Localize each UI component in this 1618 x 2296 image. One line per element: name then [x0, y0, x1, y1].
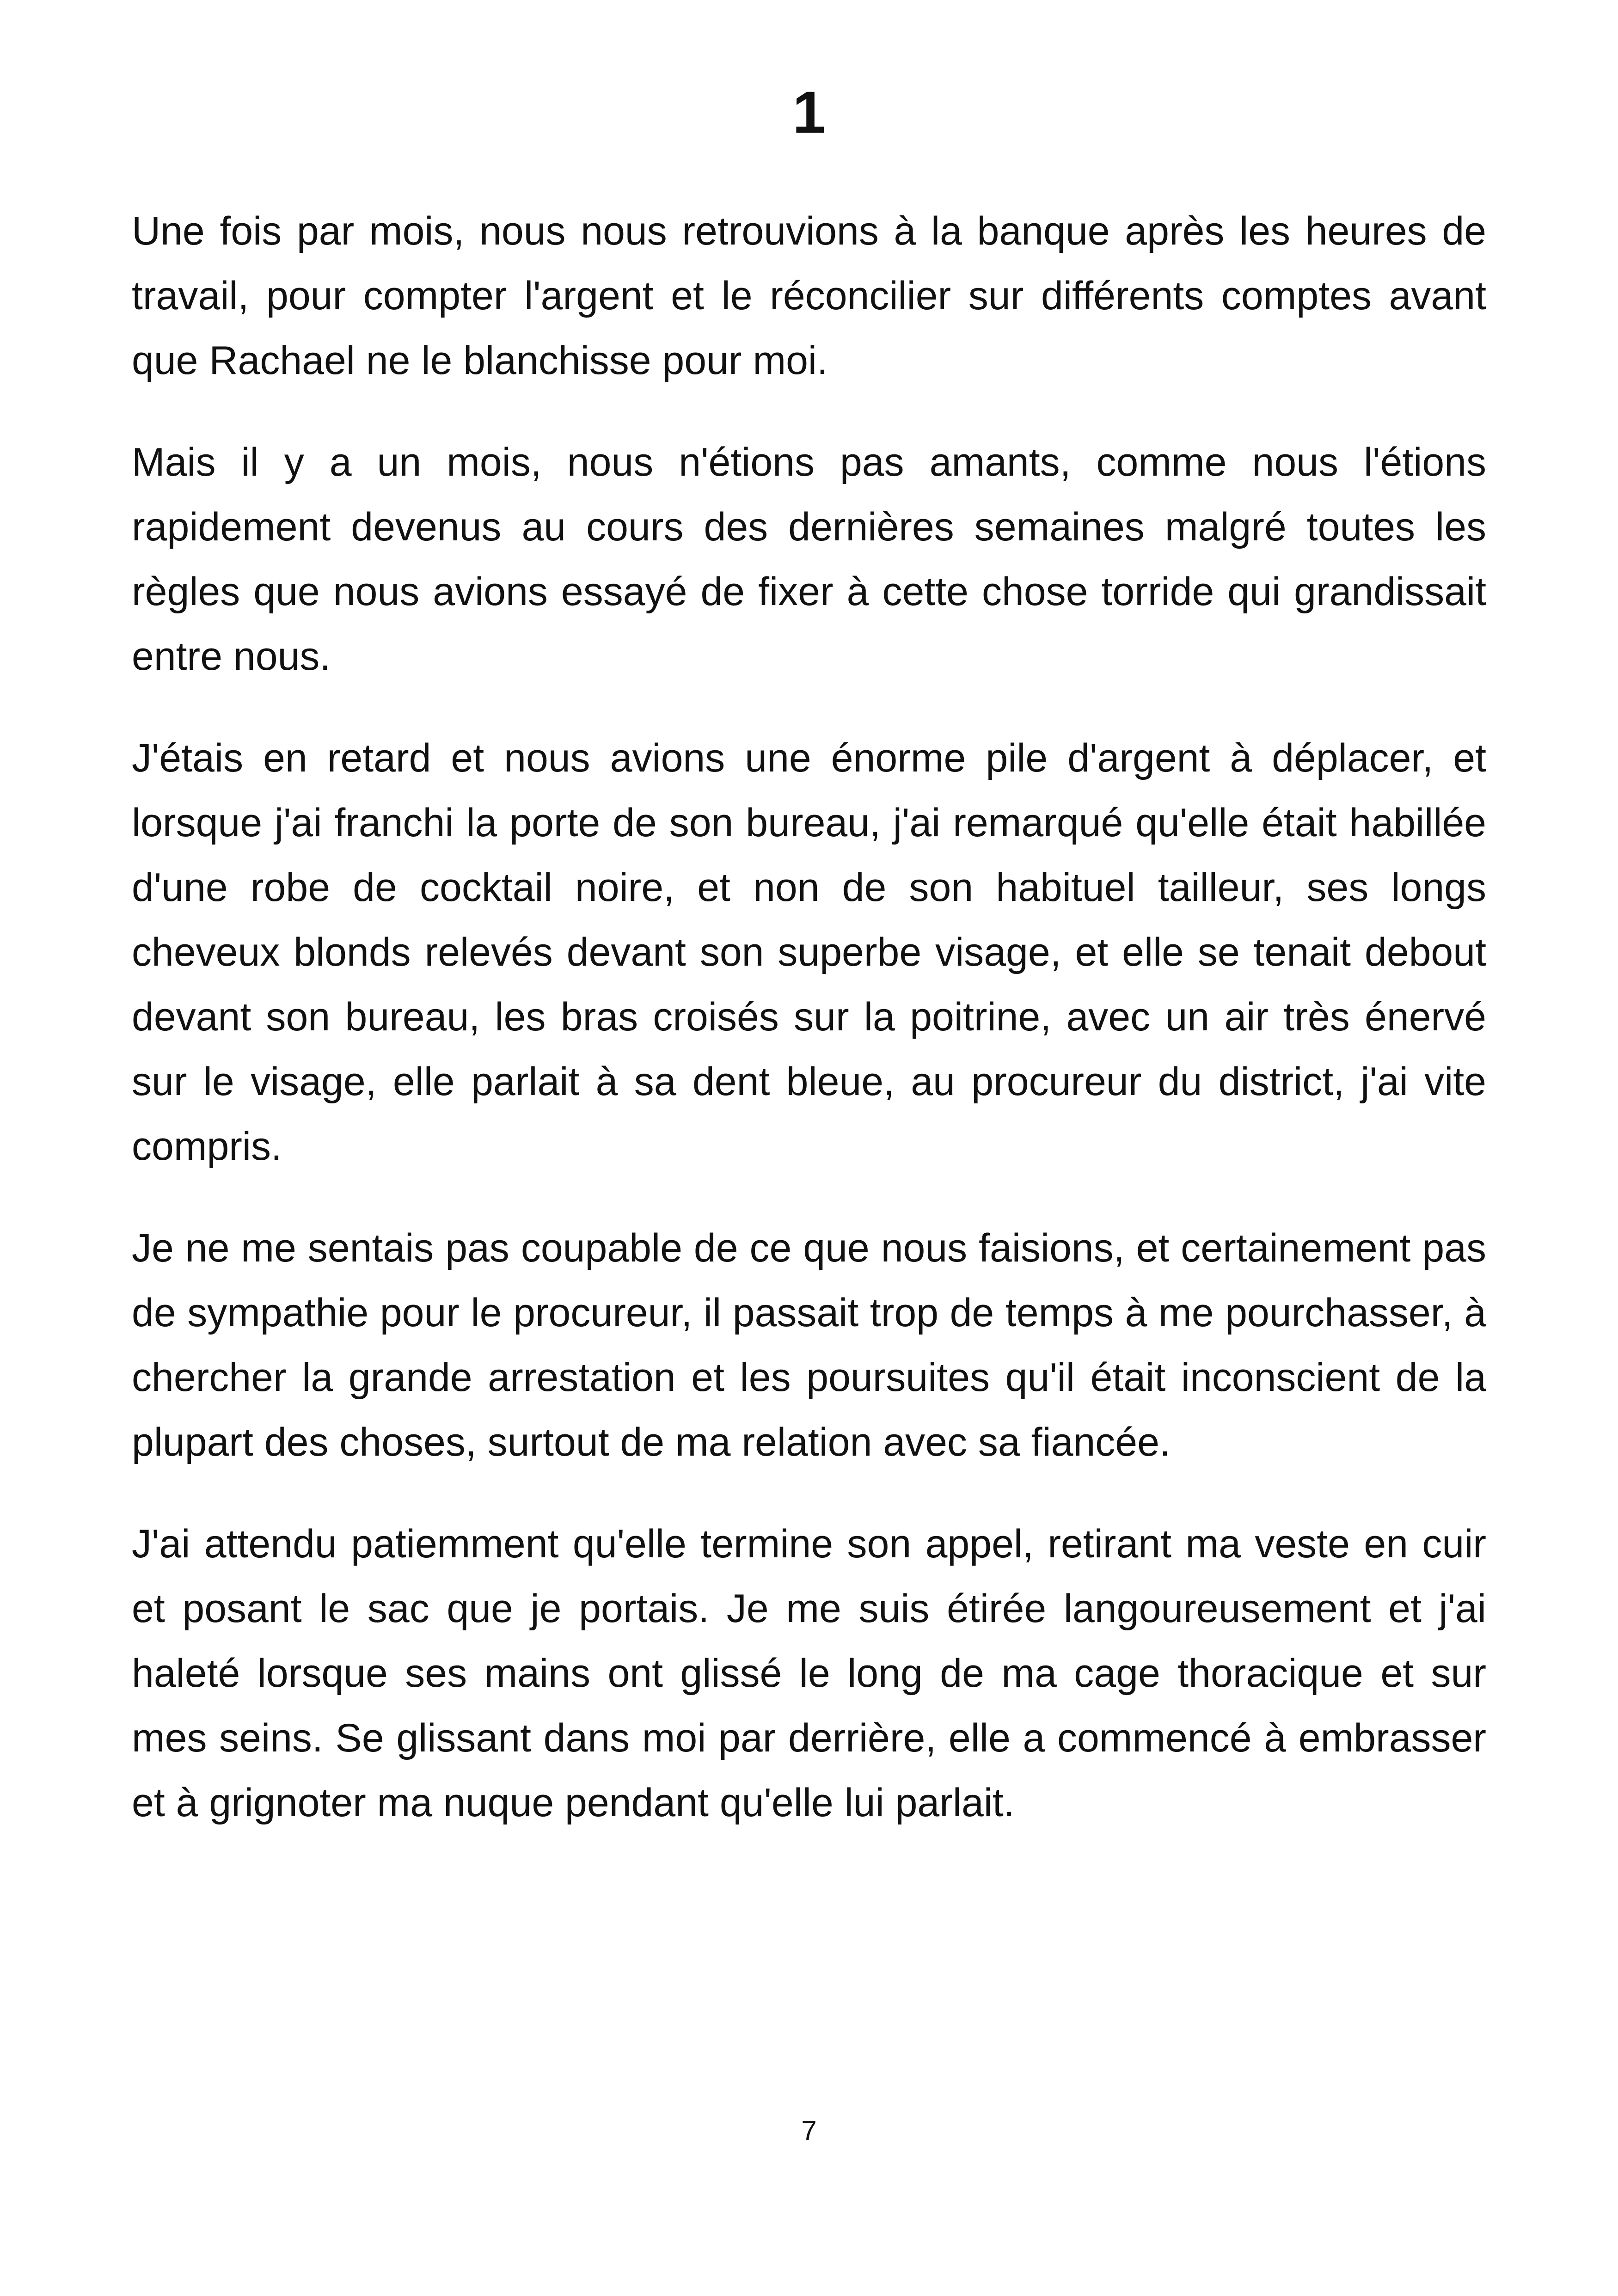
paragraph-4: Je ne me sentais pas coupable de ce que nous faisions, et certainement pas de sympathie pour le procureur, il passait trop de temps à me pourchasser, à chercher la grande arrestation et les poursuites qu'il était inconscient de la plupart des choses, surtout de ma relation avec sa fiancée. — [132, 1226, 1486, 1464]
page-number: 7 — [801, 2115, 817, 2146]
paragraph-2: Mais il y a un mois, nous n'étions pas amants, comme nous l'étions rapidement devenus au cours des dernières semaines malgré toutes les règles que nous avions essayé de fixer à cette chose torride qui grandissait entre nous. — [132, 440, 1486, 679]
page-body — [132, 199, 1486, 1872]
paragraph-3: J'étais en retard et nous avions une énorme pile d'argent à déplacer, et lorsque j'ai franchi la porte de son bureau, j'ai remarqué qu'elle était habillée d'une robe de cocktail noire, et non de son habituel tailleur, ses longs cheveux blonds relevés devant son superbe visage, et elle se tenait debout devant son bureau, les bras croisés sur la poitrine, avec un air très énervé sur le visage, elle parlait à sa dent bleue, au procureur du district, j'ai vite compris. — [132, 736, 1486, 1169]
chapter-number: 1 — [792, 80, 826, 146]
paragraph-1: Une fois par mois, nous nous retrouvions à la banque après les heures de travail, pour compter l'argent et le réconcilier sur différents comptes avant que Rachael ne le blanchisse pour moi. — [132, 209, 1486, 383]
paragraph-5: J'ai attendu patiemment qu'elle termine son appel, retirant ma veste en cuir et posant le sac que je portais. Je me suis étirée langoureusement et j'ai haleté lorsque ses mains ont glissé le long de ma cage thoracique et sur mes seins. Se glissant dans moi par derrière, elle a commencé à embrasser et à grignoter ma nuque pendant qu'elle lui parlait. — [132, 1522, 1486, 1825]
